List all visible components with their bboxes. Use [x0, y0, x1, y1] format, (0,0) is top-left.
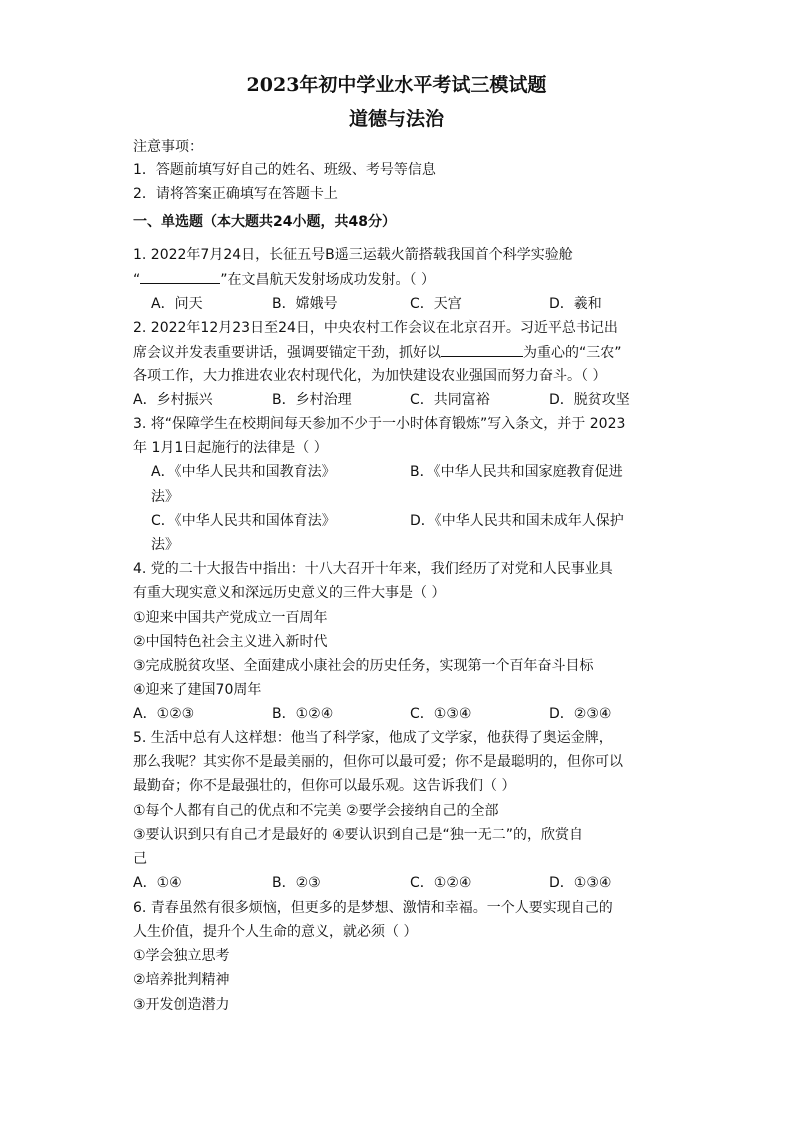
question-text: 为重心的“三农” [523, 345, 622, 361]
question-6-line: 6. 青春虽然有很多烦恼，但更多的是梦想、激情和幸福。一个人要实现自己的 [133, 900, 613, 916]
statement-item: ③开发创造潜力 [133, 997, 230, 1013]
question-5-line: 最勤奋；你不是最强壮的，但你可以最乐观。这告诉我们（ ） [133, 778, 516, 794]
section-heading: 一、单选题（本大题共24小题，共48分） [133, 214, 396, 230]
question-5-line: 5. 生活中总有人这样想：他当了科学家，他成了文学家，他获得了奥运金牌， [133, 730, 613, 746]
answer-blank [441, 342, 523, 357]
question-3-line: 年 1月1日起施行的法律是（ ） [133, 440, 328, 456]
statement-item: ③要认识到只有自己才是最好的 ④要认识到自己是“独一无二”的，欣赏自 [133, 827, 584, 843]
option-b-continued: 法》 [151, 489, 179, 505]
statement-item: ①迎来中国共产党成立一百周年 [133, 610, 328, 626]
option-a: A．①②③ [133, 706, 195, 722]
question-2-line: 各项工作，大力推进农业农村现代化，为加快建设农业强国而努力奋斗。（ ） [133, 368, 607, 384]
notice-item: 2．请将答案正确填写在答题卡上 [133, 186, 338, 202]
statement-item: ①每个人都有自己的优点和不完美 ②要学会接纳自己的全部 [133, 803, 499, 819]
statement-item-continued: 己 [133, 851, 147, 867]
option-c: C．①③④ [410, 706, 472, 722]
question-2-line: 2. 2022年12月23日至24日，中央农村工作会议在北京召开。习近平总书记出 [133, 320, 618, 336]
option-b: B．①②④ [272, 706, 334, 722]
question-1-line [133, 269, 435, 290]
option-c: C．共同富裕 [410, 392, 490, 408]
statement-item: ②中国特色社会主义进入新时代 [133, 634, 328, 650]
option-d: D．脱贫攻坚 [549, 392, 630, 408]
question-1-line: 1. 2022年7月24日，长征五号B遥三运载火箭搭载我国首个科学实验舱 [133, 247, 573, 263]
question-text: “ [133, 272, 141, 288]
statement-item: ③完成脱贫攻坚、全面建成小康社会的历史任务，实现第一个百年奋斗目标 [133, 658, 594, 674]
statement-item: ④迎来了建国70周年 [133, 682, 262, 698]
exam-subject: 道德与法治 [348, 108, 444, 130]
question-2-line [133, 342, 622, 363]
question-text: 席会议并发表重要讲话，强调要锚定干劲，抓好以 [133, 345, 441, 361]
question-6-line: 人生价值，提升个人生命的意义，就必须（ ） [133, 924, 418, 940]
option-b: B．嫦娥号 [272, 296, 338, 312]
answer-blank [140, 269, 220, 284]
option-d: D．①③④ [549, 875, 612, 891]
option-b: B．乡村治理 [272, 392, 352, 408]
option-a: A．乡村振兴 [133, 392, 213, 408]
option-d: D．②③④ [549, 706, 612, 722]
option-d-continued: 法》 [151, 537, 179, 553]
option-c: C．《中华人民共和国体育法》 [151, 513, 336, 529]
option-d: D．羲和 [549, 296, 602, 312]
question-3-line: 3. 将“保障学生在校期间每天参加不少于一小时体育锻炼”写入条文，并于 2023 [133, 416, 626, 432]
option-d: D．《中华人民共和国未成年人保护 [410, 513, 624, 529]
option-a: A．问天 [151, 296, 203, 312]
question-5-line: 那么我呢？其实你不是最美丽的，但你可以最可爱；你不是最聪明的，但你可以 [133, 754, 623, 770]
statement-item: ①学会独立思考 [133, 948, 230, 964]
notice-heading: 注意事项： [133, 139, 203, 155]
statement-item: ②培养批判精神 [133, 972, 230, 988]
option-c: C．天宫 [410, 296, 462, 312]
notice-item: 1．答题前填写好自己的姓名、班级、考号等信息 [133, 162, 436, 178]
option-a: A．①④ [133, 875, 182, 891]
question-4-line: 4. 党的二十大报告中指出：十八大召开十年来，我们经历了对党和人民事业具 [133, 561, 613, 577]
exam-title: 2023年初中学业水平考试三模试题 [246, 74, 547, 96]
question-text: ”在文昌航天发射场成功发射。（ ） [220, 272, 435, 288]
option-b: B．②③ [272, 875, 321, 891]
option-c: C．①②④ [410, 875, 472, 891]
question-4-line: 有重大现实意义和深远历史意义的三件大事是（ ） [133, 585, 446, 601]
option-a: A．《中华人民共和国教育法》 [151, 464, 336, 480]
option-b: B．《中华人民共和国家庭教育促进 [410, 464, 623, 480]
